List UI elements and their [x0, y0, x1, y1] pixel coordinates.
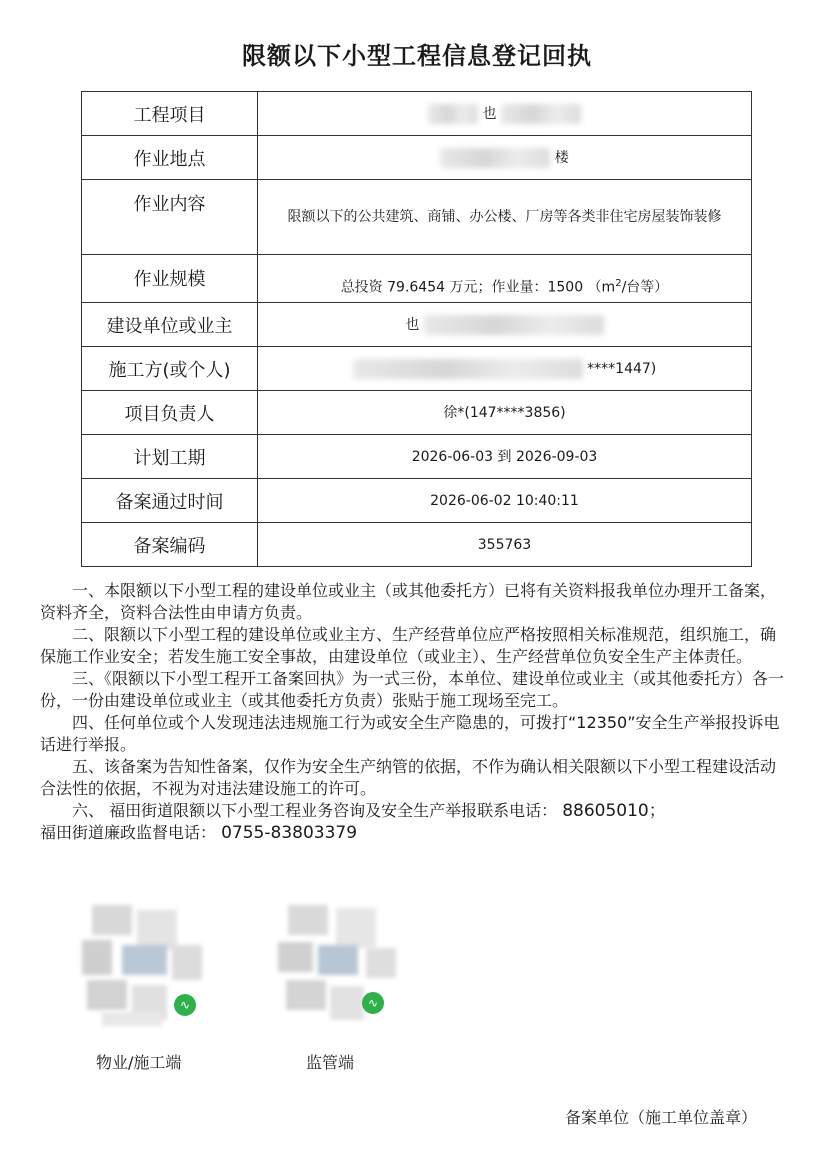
contractor-label: 施工方(或个人) [82, 347, 258, 391]
qr-block [278, 942, 313, 972]
location-label: 作业地点 [82, 136, 258, 180]
qr-block [366, 948, 396, 978]
qr-block [87, 980, 127, 1010]
qr-block [286, 980, 326, 1010]
manager-label: 项目负责人 [82, 391, 258, 435]
note-6 [40, 800, 788, 822]
filing-unit-stamp-label: 备案单位（施工单位盖章） [565, 1108, 758, 1127]
qr-block [137, 910, 177, 950]
scale-value-unit: /台等） [621, 279, 669, 296]
qr-block [336, 908, 376, 948]
table-row [82, 92, 752, 136]
redacted-block [440, 148, 550, 168]
filed-time-value: 2026-06-02 10:40:11 [258, 479, 752, 523]
table-row [82, 180, 752, 255]
code-label: 备案编码 [82, 523, 258, 567]
supervision-qr-code [278, 900, 398, 1030]
project-label: 工程项目 [82, 92, 258, 136]
qr-block [288, 905, 328, 935]
note-6-text: 六、 福田街道限额以下小型工程业务咨询及安全生产举报联系电话： [72, 801, 558, 820]
property-qr-code [82, 900, 202, 1030]
table-row [82, 255, 752, 303]
location-value-text: 楼 [554, 149, 569, 166]
qr-block [318, 945, 358, 975]
qr-block [122, 945, 167, 975]
supervision-qr-label: 监管端 [306, 1053, 355, 1072]
table-row [82, 391, 752, 435]
note-3: 三、《限额以下小型工程开工备案回执》为一式三份，本单位、建设单位或业主（或其他委托方）各一份，一份由建设单位或业主（或其他委托方负责）张贴于施工现场至完工。 [40, 669, 785, 710]
info-table [81, 91, 752, 567]
qr-block [92, 905, 132, 935]
content-value: 限额以下的公共建筑、商铺、办公楼、厂房等各类非住宅房屋装饰装修 [258, 180, 752, 255]
table-row [82, 435, 752, 479]
qr-block [102, 1012, 162, 1026]
note-2: 二、限额以下小型工程的建设单位或业主方、生产经营单位应严格按照相关标准规范，组织施工，确保施工作业安全；若发生施工安全事故，由建设单位（或业主）、生产经营单位负安全生产主体责任。 [40, 625, 777, 666]
note-6-line2 [40, 822, 788, 844]
property-qr-label: 物业/施工端 [96, 1053, 182, 1072]
wechat-miniprogram-icon: ∿ [174, 994, 196, 1016]
note-5: 五、该备案为告知性备案，仅作为安全生产纳管的依据，不作为确认相关限额以下小型工程建设活动合法性的依据，不视为对违法建设施工的许可。 [40, 757, 777, 798]
supervision-label: 福田街道廉政监督电话： [40, 823, 217, 842]
qr-block [82, 940, 112, 975]
contractor-value-text: ****1447) [587, 360, 657, 377]
document-title: 限额以下小型工程信息登记回执 [242, 42, 592, 70]
owner-value-text: 也 [405, 316, 420, 333]
manager-value: 徐*(147****3856) [258, 391, 752, 435]
scale-label: 作业规模 [82, 255, 258, 303]
table-row [82, 479, 752, 523]
notes-section [40, 580, 788, 844]
scale-value [258, 255, 752, 303]
redacted-block [353, 359, 583, 379]
table-row [82, 523, 752, 567]
period-value: 2026-06-03 到 2026-09-03 [258, 435, 752, 479]
project-value-text: 也 [482, 105, 497, 122]
consult-phone: 88605010； [562, 801, 666, 821]
note-4: 四、任何单位或个人发现违法违规施工行为或安全生产隐患的，可拨打“12350”安全生产举报投诉电话进行举报。 [40, 713, 780, 754]
wechat-miniprogram-icon: ∿ [362, 992, 384, 1014]
supervision-phone: 0755-83803379 [221, 823, 358, 843]
table-row [82, 303, 752, 347]
code-value: 355763 [258, 523, 752, 567]
table-row [82, 136, 752, 180]
period-label: 计划工期 [82, 435, 258, 479]
redacted-block [501, 104, 581, 124]
table-row [82, 347, 752, 391]
location-value [258, 136, 752, 180]
redacted-block [424, 315, 604, 335]
scale-value-text: 总投资 79.6454 万元；作业量：1500 （m [340, 279, 616, 296]
redacted-block [428, 104, 478, 124]
qr-block [172, 945, 202, 980]
contractor-value [258, 347, 752, 391]
filed-time-label: 备案通过时间 [82, 479, 258, 523]
owner-value [258, 303, 752, 347]
content-label: 作业内容 [82, 180, 258, 255]
qr-block [330, 986, 364, 1020]
note-1: 一、本限额以下小型工程的建设单位或业主（或其他委托方）已将有关资料报我单位办理开工备案，资料齐全，资料合法性由申请方负责。 [40, 581, 777, 622]
project-value [258, 92, 752, 136]
owner-label: 建设单位或业主 [82, 303, 258, 347]
scale-value-sup: 2 [615, 277, 622, 289]
